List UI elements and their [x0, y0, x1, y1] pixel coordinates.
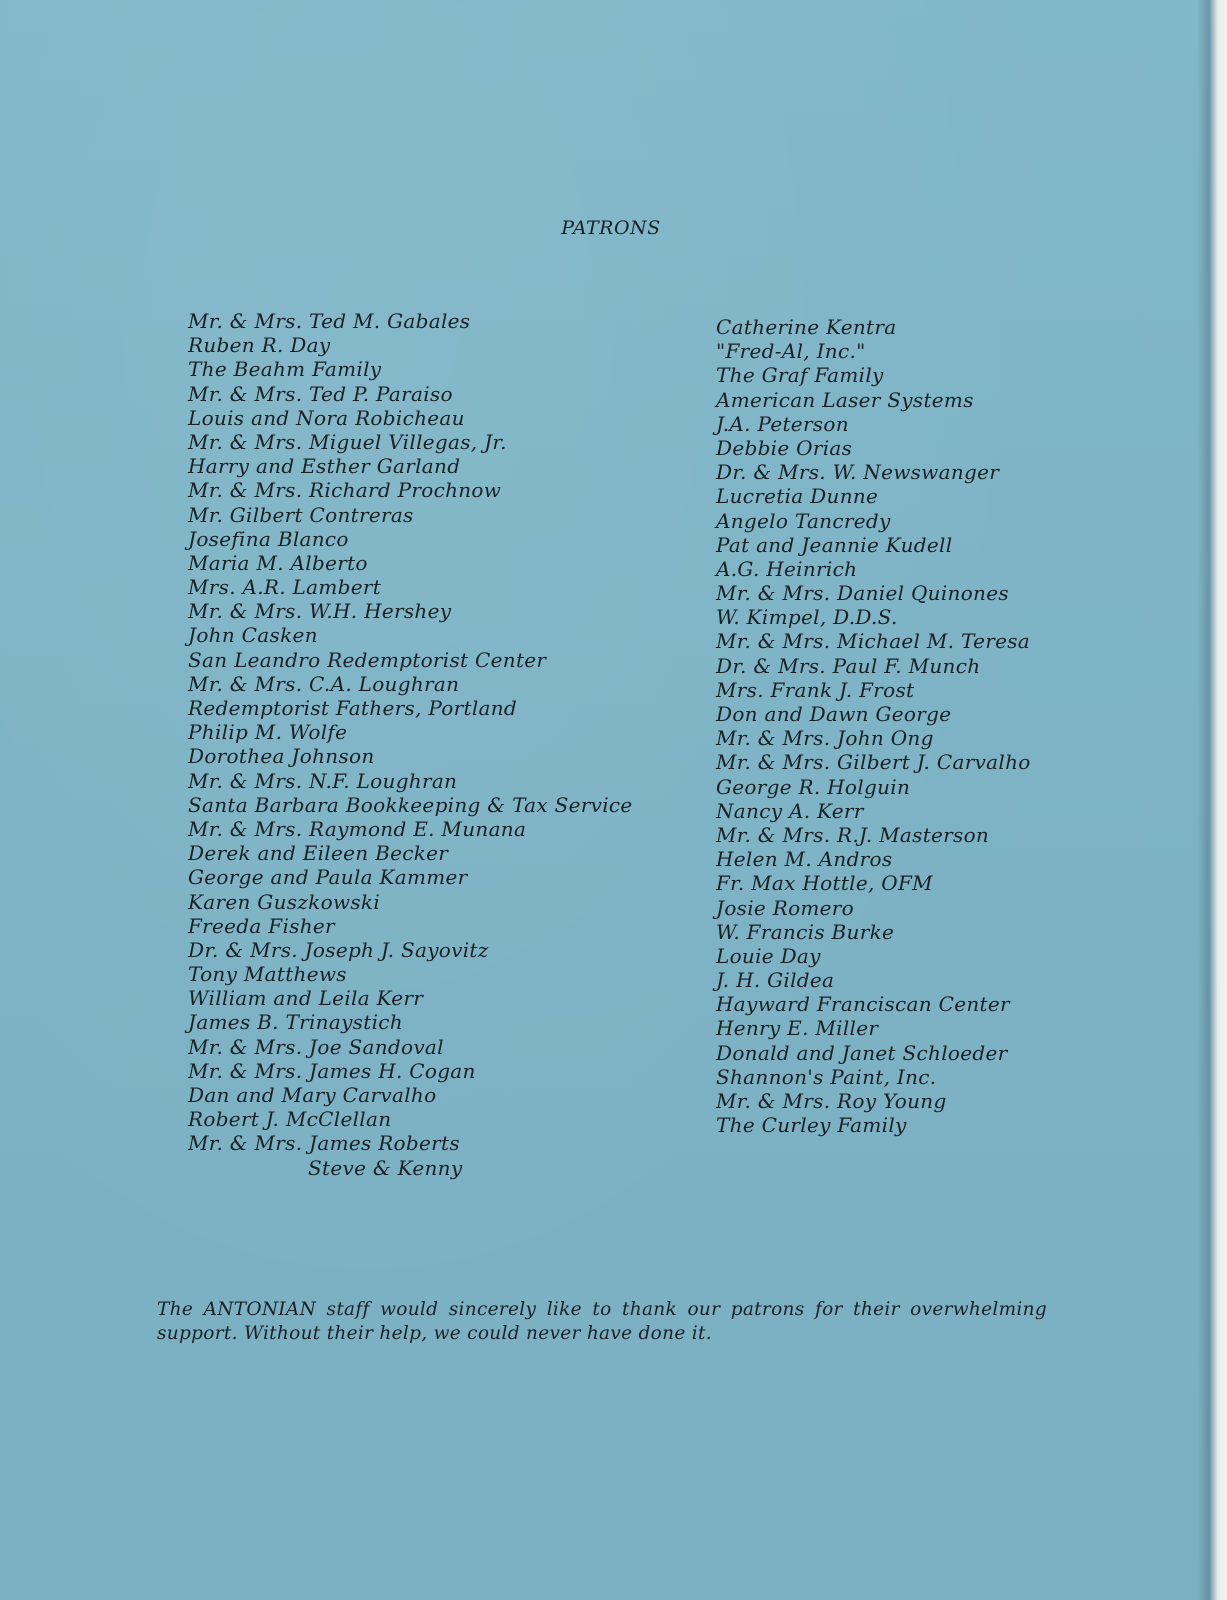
patron-name: Louis and Nora Robicheau: [188, 405, 465, 430]
patron-name: Freeda Fisher: [188, 913, 335, 938]
patron-name: Fr. Max Hottle, OFM: [716, 871, 933, 896]
patron-name: W. Francis Burke: [716, 919, 895, 944]
patron-name: A.G. Heinrich: [716, 556, 858, 581]
patron-name: Redemptorist Fathers, Portland: [188, 696, 518, 720]
patrons-list-right: [716, 315, 1031, 1137]
patron-name: San Leandro Redemptorist Center: [188, 647, 547, 672]
patron-name: Harry and Esther Garland: [188, 454, 461, 479]
patron-name: George R. Holguin: [716, 774, 911, 799]
patron-name: Hayward Franciscan Center: [716, 992, 1010, 1017]
patron-name: William and Leila Kerr: [188, 986, 424, 1011]
patron-name: Pat and Jeannie Kudell: [716, 532, 953, 557]
patron-name: Steve & Kenny: [308, 1155, 463, 1180]
patron-name: Derek and Eileen Becker: [188, 841, 449, 866]
patron-name: Santa Barbara Bookkeeping & Tax Service: [188, 792, 633, 817]
patron-name: Mr. & Mrs. Raymond E. Munana: [188, 816, 527, 841]
patron-name: Dr. & Mrs. W. Newswanger: [716, 460, 1000, 485]
thank-you-note: The ANTONIAN staff would sincerely like to thank our patrons for their overwhelming support. Without their help, we could never have done it.: [157, 1299, 1047, 1344]
patron-name: Debbie Orias: [716, 435, 853, 460]
patron-name: Shannon's Paint, Inc.: [716, 1064, 937, 1089]
patron-name: Mr. & Mrs. Miguel Villegas, Jr.: [188, 429, 507, 454]
patron-name: Mr. & Mrs. R.J. Masterson: [716, 822, 990, 847]
patron-name: Nancy A. Kerr: [716, 798, 864, 823]
patron-name: J. H. Gildea: [716, 968, 835, 993]
patron-name: Mr. & Mrs. Joe Sandoval: [188, 1034, 444, 1059]
page-spine-edge: [1197, 0, 1227, 1600]
patron-name: Henry E. Miller: [716, 1016, 879, 1041]
patron-name: Mr. & Mrs. James Roberts: [188, 1131, 460, 1156]
patron-name: Mr. & Mrs. W.H. Hershey: [188, 599, 452, 624]
patron-name: Mr. Gilbert Contreras: [188, 502, 414, 527]
patron-name: Josefina Blanco: [188, 526, 349, 551]
patron-name: Dr. & Mrs. Paul F. Munch: [716, 653, 981, 678]
patron-name: Mr. & Mrs. Michael M. Teresa: [716, 629, 1031, 654]
patron-name: Philip M. Wolfe: [188, 720, 348, 745]
patron-name: Don and Dawn George: [716, 702, 952, 726]
patron-name: Tony Matthews: [188, 962, 347, 987]
patron-name: W. Kimpel, D.D.S.: [716, 605, 898, 630]
patron-name: Mrs. Frank J. Frost: [716, 677, 915, 702]
patron-name: George and Paula Kammer: [188, 865, 468, 890]
patron-name: Mr. & Mrs. Ted P. Paraiso: [188, 381, 453, 406]
patron-name: Karen Guszkowski: [188, 889, 381, 914]
patron-name: James B. Trinaystich: [188, 1010, 403, 1035]
patron-name: Josie Romero: [716, 895, 855, 920]
patron-name: Dr. & Mrs. Joseph J. Sayovitz: [188, 937, 489, 962]
patron-name: Dorothea Johnson: [188, 744, 375, 769]
patron-name: Lucretia Dunne: [716, 484, 879, 509]
patron-name: Mr. & Mrs. Gilbert J. Carvalho: [716, 750, 1031, 775]
patron-name: Donald and Janet Schloeder: [716, 1040, 1008, 1065]
patron-name: Mr. & Mrs. Richard Prochnow: [188, 478, 502, 503]
patron-name: The Curley Family: [716, 1113, 907, 1138]
patron-name: Ruben R. Day: [188, 333, 331, 358]
patron-name: "Fred-Al, Inc.": [716, 339, 866, 364]
patron-name: John Casken: [188, 623, 318, 648]
patron-name: Maria M. Alberto: [188, 550, 368, 575]
patron-name: Mr. & Mrs. N.F. Loughran: [188, 768, 458, 793]
patron-name: Catherine Kentra: [716, 315, 897, 339]
patron-name: Dan and Mary Carvalho: [188, 1083, 437, 1107]
patron-name: The Graf Family: [716, 363, 884, 388]
patron-name: The Beahm Family: [188, 357, 382, 382]
patron-name: Mr. & Mrs. Roy Young: [716, 1089, 947, 1113]
patron-name: Mr. & Mrs. Ted M. Gabales: [188, 309, 471, 333]
patron-name: Mrs. A.R. Lambert: [188, 575, 382, 600]
patron-name: Mr. & Mrs. Daniel Quinones: [716, 581, 1009, 606]
patron-name: Louie Day: [716, 943, 821, 968]
patron-name: Mr. & Mrs. C.A. Loughran: [188, 671, 460, 696]
patron-name: Mr. & Mrs. John Ong: [716, 726, 934, 751]
patron-name: Robert J. McClellan: [188, 1107, 392, 1132]
patrons-list-left: [188, 309, 633, 1180]
page-title: PATRONS: [561, 217, 661, 239]
patron-name: J.A. Peterson: [716, 411, 849, 436]
patron-name: Mr. & Mrs. James H. Cogan: [188, 1058, 476, 1083]
patron-name: Helen M. Andros: [716, 847, 893, 872]
patron-name: Angelo Tancredy: [716, 508, 891, 533]
patron-name: American Laser Systems: [716, 387, 974, 412]
